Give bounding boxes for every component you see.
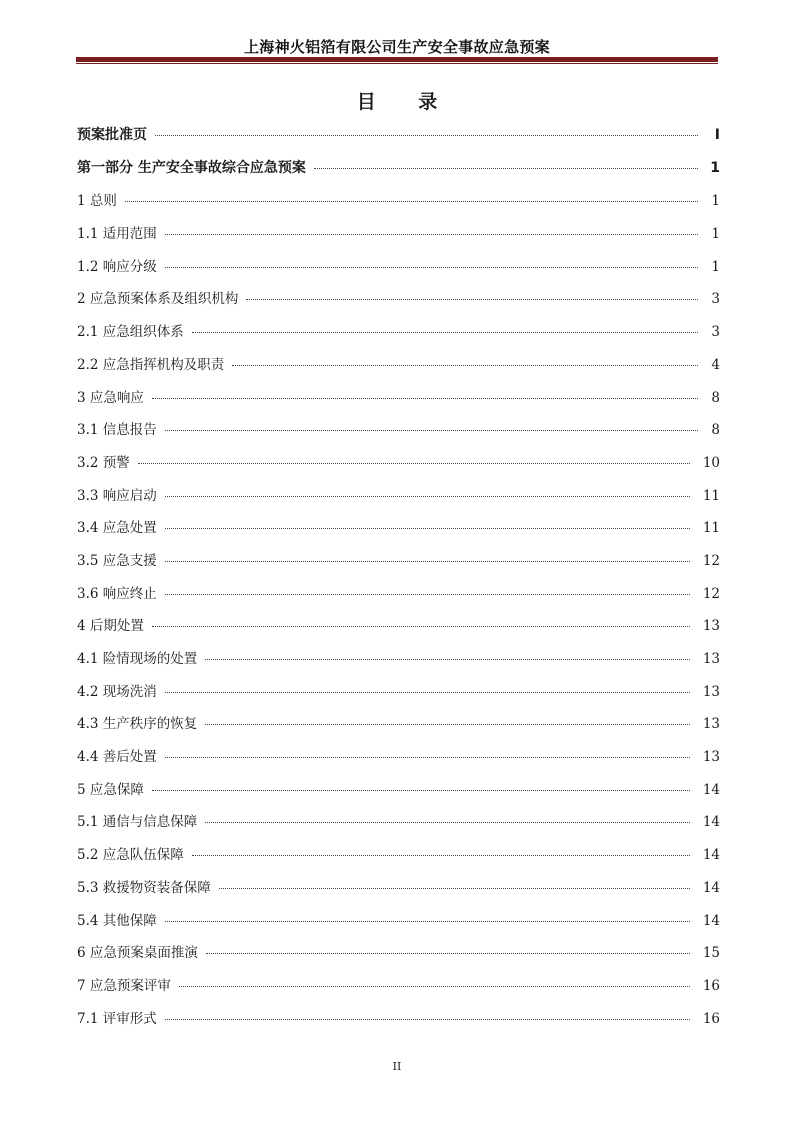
toc-entry-label: 4.2 现场洗消 (77, 683, 157, 700)
toc-dot-leader (152, 398, 698, 399)
toc-dot-leader (125, 201, 698, 202)
toc-entry-label: 4.1 险情现场的处置 (77, 651, 198, 667)
toc-dot-leader (206, 953, 690, 954)
toc-entry-page-number: 14 (702, 879, 720, 896)
toc-entry[interactable] (77, 255, 720, 288)
document-header-title: 上海神火铝箔有限公司生产安全事故应急预案 (243, 38, 550, 56)
toc-entry-page-number: 13 (702, 749, 720, 766)
toc-entry-page-number: 1 (711, 193, 720, 210)
toc-entry[interactable] (77, 647, 720, 680)
toc-entry[interactable] (77, 189, 720, 222)
toc-entry[interactable] (77, 974, 720, 1007)
toc-entry-label: 5.4 其他保障 (77, 912, 157, 929)
toc-entry[interactable] (77, 124, 720, 157)
toc-entry-page-number: 13 (702, 651, 720, 667)
toc-dot-leader (152, 626, 690, 627)
toc-entry-label: 3.6 响应终止 (77, 585, 157, 602)
toc-entry-page-number: 16 (702, 1010, 720, 1027)
toc-entry-label: 3.3 响应启动 (77, 487, 157, 504)
toc-entry[interactable] (77, 287, 720, 320)
toc-entry-page-number: 14 (702, 814, 720, 831)
toc-entry[interactable] (77, 516, 720, 549)
toc-entry[interactable] (77, 778, 720, 811)
toc-entry-label: 5.1 通信与信息保障 (77, 814, 198, 831)
toc-entry[interactable] (77, 157, 720, 190)
toc-entry-page-number: 11 (702, 487, 720, 504)
toc-entry-page-number: 1 (711, 226, 720, 243)
toc-entry-label: 3.2 预警 (77, 454, 130, 471)
toc-entry-label: 5.2 应急队伍保障 (77, 847, 184, 864)
toc-entry-label: 7.1 评审形式 (77, 1010, 157, 1027)
table-of-contents (77, 124, 720, 1039)
toc-dot-leader (165, 1019, 690, 1020)
toc-entry[interactable] (77, 941, 720, 974)
toc-entry[interactable] (77, 1007, 720, 1040)
toc-entry-page-number: 13 (702, 683, 720, 700)
toc-entry-label: 3.4 应急处置 (77, 520, 157, 537)
toc-dot-leader (192, 855, 690, 856)
toc-entry-label: 5.3 救援物资装备保障 (77, 879, 211, 896)
toc-entry-label: 5 应急保障 (77, 781, 144, 798)
toc-entry[interactable] (77, 843, 720, 876)
toc-entry-label: 2.1 应急组织体系 (77, 324, 184, 341)
toc-entry[interactable] (77, 810, 720, 843)
toc-entry[interactable] (77, 582, 720, 615)
toc-dot-leader (205, 724, 690, 725)
toc-dot-leader (165, 561, 690, 562)
toc-entry-page-number: 14 (702, 912, 720, 929)
toc-dot-leader (219, 888, 690, 889)
toc-dot-leader (155, 135, 698, 136)
toc-dot-leader (246, 299, 698, 300)
toc-entry-page-number: 13 (702, 716, 720, 733)
toc-entry-label: 3.1 信息报告 (77, 422, 157, 439)
toc-dot-leader (314, 168, 698, 169)
toc-entry[interactable] (77, 712, 720, 745)
toc-dot-leader (165, 692, 690, 693)
toc-entry[interactable] (77, 451, 720, 484)
toc-dot-leader (165, 234, 698, 235)
toc-entry-page-number: 13 (702, 618, 720, 635)
toc-dot-leader (138, 463, 690, 464)
toc-dot-leader (192, 332, 698, 333)
toc-dot-leader (165, 921, 690, 922)
toc-dot-leader (152, 790, 690, 791)
toc-entry-label: 4 后期处置 (77, 618, 144, 635)
toc-entry[interactable] (77, 418, 720, 451)
toc-heading: 目 录 (356, 91, 456, 113)
toc-entry-page-number: 4 (711, 356, 720, 373)
toc-entry[interactable] (77, 745, 720, 778)
toc-entry[interactable] (77, 549, 720, 582)
toc-dot-leader (165, 267, 698, 268)
toc-entry-page-number: 12 (702, 585, 720, 602)
toc-entry[interactable] (77, 876, 720, 909)
toc-dot-leader (165, 528, 690, 529)
toc-entry-label: 第一部分 生产安全事故综合应急预案 (77, 159, 306, 176)
toc-entry-label: 3.5 应急支援 (77, 552, 157, 569)
toc-entry[interactable] (77, 484, 720, 517)
toc-dot-leader (165, 757, 690, 758)
toc-entry[interactable] (77, 320, 720, 353)
toc-entry-page-number: 1 (710, 159, 720, 176)
toc-entry-page-number: 12 (702, 552, 720, 569)
toc-entry-page-number: 8 (711, 422, 720, 439)
toc-entry-page-number: 11 (702, 520, 720, 537)
toc-dot-leader (232, 365, 698, 366)
page-number: II (392, 1060, 402, 1073)
toc-entry[interactable] (77, 909, 720, 942)
toc-entry-label: 预案批准页 (77, 127, 147, 143)
toc-entry-label: 4.4 善后处置 (77, 749, 157, 766)
toc-entry-label: 2.2 应急指挥机构及职责 (77, 356, 225, 373)
toc-entry[interactable] (77, 353, 720, 386)
toc-dot-leader (205, 822, 690, 823)
header-rule-thin (76, 63, 718, 64)
toc-entry-page-number: 3 (711, 324, 720, 341)
toc-entry-page-number: 1 (711, 258, 720, 275)
toc-entry-label: 2 应急预案体系及组织机构 (77, 291, 239, 308)
toc-entry-page-number: I (714, 127, 720, 143)
toc-dot-leader (165, 430, 698, 431)
toc-entry-page-number: 10 (702, 454, 720, 471)
toc-entry-page-number: 8 (711, 389, 720, 406)
toc-entry-page-number: 3 (711, 291, 720, 308)
toc-dot-leader (165, 496, 690, 497)
toc-entry-page-number: 15 (702, 945, 720, 962)
toc-entry-label: 1.1 适用范围 (77, 226, 157, 243)
toc-entry-label: 1.2 响应分级 (77, 258, 157, 275)
toc-entry-page-number: 14 (702, 781, 720, 798)
toc-entry-page-number: 16 (702, 977, 720, 994)
toc-dot-leader (205, 659, 690, 660)
toc-entry-label: 4.3 生产秩序的恢复 (77, 716, 198, 733)
toc-entry-label: 7 应急预案评审 (77, 977, 171, 994)
toc-entry[interactable] (77, 680, 720, 713)
toc-entry-page-number: 14 (702, 847, 720, 864)
toc-entry-label: 6 应急预案桌面推演 (77, 945, 198, 962)
header-rule (76, 57, 718, 62)
toc-dot-leader (165, 594, 690, 595)
toc-entry[interactable] (77, 386, 720, 419)
toc-entry-label: 1 总则 (77, 193, 117, 210)
toc-entry-label: 3 应急响应 (77, 389, 144, 406)
toc-entry[interactable] (77, 222, 720, 255)
toc-entry[interactable] (77, 614, 720, 647)
toc-dot-leader (179, 986, 690, 987)
